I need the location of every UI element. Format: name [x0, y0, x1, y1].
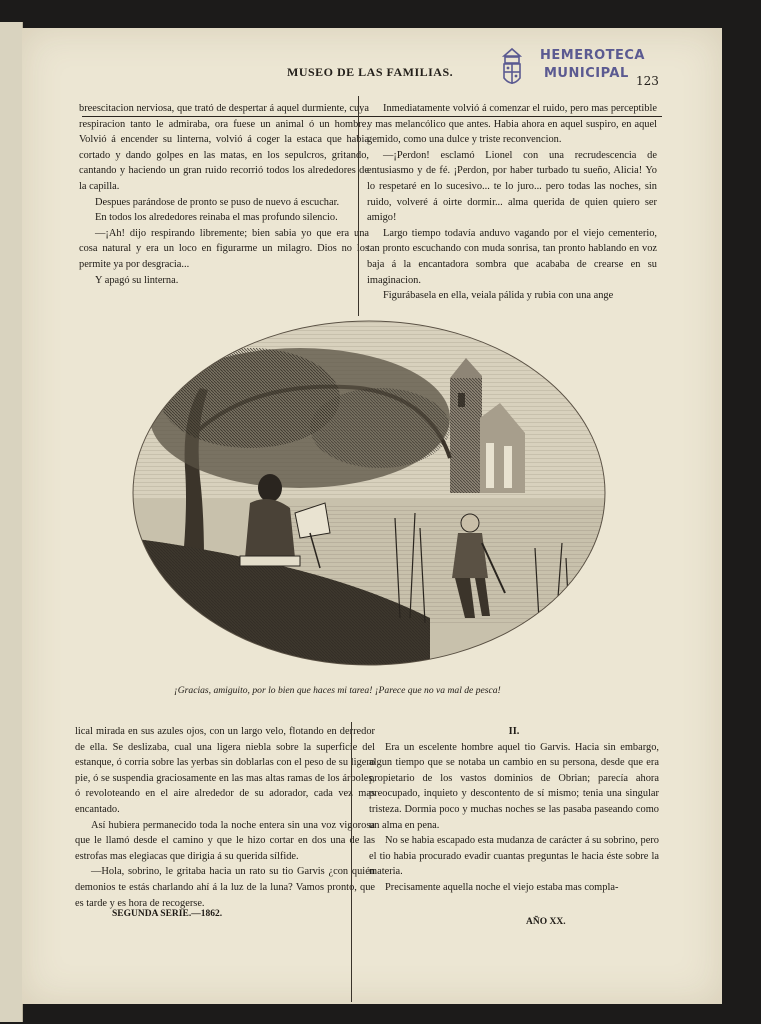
stamp-text-line1: HEMEROTECA: [540, 48, 645, 63]
engraving-illustration: [130, 318, 608, 668]
section-heading: II.: [508, 726, 520, 737]
paragraph: Figurábasela en ella, veiala pálida y rubia con una ange: [383, 290, 614, 302]
paragraph: —Hola, sobrino, le gritaba hacia un rato su tio Garvis ¿con quién demonios te estás charlando ahí á la luz de la luna? Vamos pronto, que es tarde y es hora de recogerse.: [75, 866, 375, 909]
column-divider-bottom: [351, 722, 352, 1002]
paragraph: lical mirada en sus azules ojos, con un largo velo, flotando en derredor de ella. Se deslizaba, cual una ligera niebla sobre la superficie del estanque, ó corria sobre las yerbas sin doblarlas con el peso de su ligero pie, ó se suspendia graciosamente en las mas altas ramas de los árboles, ó revoloteando en el aire alrededor de su adorador, cada vez mas encantado.: [75, 726, 375, 815]
paragraph: No se habia escapado esta mudanza de carácter á su sobrino, pero el tio habia procurado evadir cuantas preguntas le hacia éste sobre la materia.: [369, 835, 659, 878]
book-page-edge: [0, 22, 23, 1022]
paragraph: Así hubiera permanecido toda la noche entera sin una voz vigorosa que le llamó desde el camino y que le hizo cortar en dos una de las estrofas mas elegiacas que dirigia á su querida sílfide.: [75, 819, 375, 862]
column-top-right: [367, 101, 657, 304]
paragraph: Inmediatamente volvió á comenzar el ruido, pero mas perceptible y mas melancólico que antes. Habia ahora en aquel suspiro, en aquel gemido, como una dulce y triste reconvencion.: [367, 103, 657, 146]
footer-year: AÑO XX.: [526, 917, 566, 927]
paragraph: En todos los alrededores reinaba el mas profundo silencio.: [95, 212, 338, 224]
paragraph: —¡Ah! dijo respirando libremente; bien sabia yo que era una cosa natural y era un loco en figurarme un milagro. Dios no los permite ya por desgracia...: [79, 227, 369, 270]
page-header-title: MUSEO DE LAS FAMILIAS.: [287, 65, 454, 79]
paragraph: —¡Perdon! esclamó Lionel con una recrudescencia de entusiasmo y de fé. ¡Perdon, por haber turbado tu sueño, Alicia! Yo lo respetaré en lo sucesivo... te lo juro... pero todas las noches, sin ruido, volveré á oirte dormir... alma querida de quien quiero ser amigo!: [367, 149, 657, 224]
paragraph: Precisamente aquella noche el viejo estaba mas compla-: [385, 881, 619, 893]
illustration-caption: ¡Gracias, amiguito, por lo bien que haces mi tarea! ¡Parece que no va mal de pesca!: [174, 685, 501, 696]
paragraph: Despues parándose de pronto se puso de nuevo á escuchar.: [95, 196, 340, 208]
page-number: 123: [636, 74, 659, 88]
stamp-text-line2: MUNICIPAL: [544, 66, 629, 81]
column-divider-top: [358, 96, 359, 316]
paragraph: Largo tiempo todavía anduvo vagando por el viejo cementerio, tan pronto escuchando con muda sonrisa, tan pronto hablando en voz baja á la encantadora sombra que acababa de crearse en su imaginacion.: [367, 227, 657, 286]
paragraph: Era un escelente hombre aquel tio Garvis. Hacia sin embargo, algun tiempo que se notaba un cambio en su persona, desde que era propietario de los vastos dominios de Obrian; parecía ahora preocupado, inquieto y descontento de sí mismo; tenia una singular tristeza. Dormia poco y muchas noches se las pasaba paseando como un alma en pena.: [369, 741, 659, 831]
paragraph: breescitacion nerviosa, que trató de despertar á aquel durmiente, cuya respiracion tanto le admiraba, ora fuese un animal ó un hombre. Volvió á encender su linterna, volvió á coger la estaca que habia cortado y dando golpes en las matas, en los sepulcros, gritando, cantando y haciendo un gran ruido recorrió todos los alrededores de la capilla.: [79, 103, 369, 192]
column-bottom-right: [369, 724, 659, 896]
footer-series: SEGUNDA SERIE.—1862.: [112, 909, 223, 919]
library-stamp: [500, 46, 650, 92]
column-bottom-left: [75, 724, 375, 911]
coat-of-arms-icon: [500, 46, 524, 90]
page: [22, 28, 722, 1004]
paragraph: Y apagó su linterna.: [95, 274, 179, 286]
column-top-left: [79, 101, 369, 288]
